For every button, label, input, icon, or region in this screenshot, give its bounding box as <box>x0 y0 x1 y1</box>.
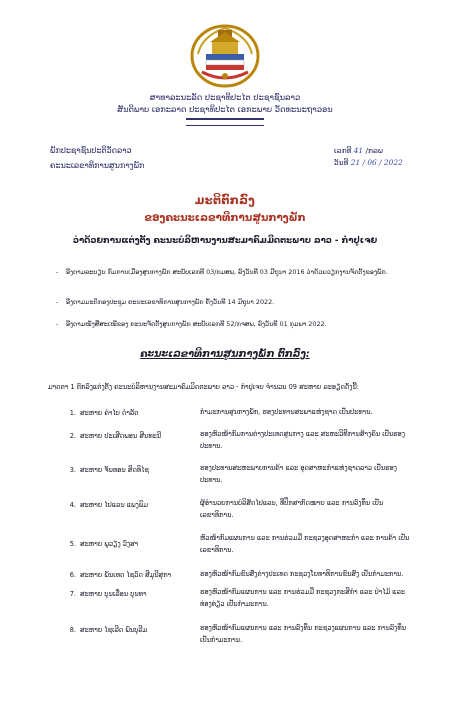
document-subtitle: ຂອງຄະນະເລຂາທິການສູນກາງພັກ <box>144 212 306 224</box>
member-name: 1. ສະຫາຍ ຄຳໄບ ດຳລັດ <box>69 409 139 417</box>
reference-item: - ອີງຕາມລະບຽບ ກົມການເມືອງສູນກາງພັກ ສະບັບເລກທີ 03/ກມສພ, ລົງວັນທີ 03 ມີຖຸນາ 2016 ວ່າດ້ວຍວຽກງານຈັດຕັ້ງຂອງພັກ. <box>56 268 388 276</box>
member-name: 7. ສະຫາຍ ບຸນເລື່ອນ ບຸນທາ <box>69 590 147 598</box>
member-role: ຮອງຫົວໜ້າກົມການຕ່າງປະເທດສູນກາງ ແລະ ສະຫະວິທີການສ້າງຄົນ ເປັນຮອງປະທານ. <box>200 430 406 450</box>
document-title: ມະຕິຕົກລົງ <box>194 193 256 207</box>
ornament-divider <box>186 118 264 126</box>
republic-name: ສາທາລະນະລັດ ປະຊາທິປະໄຕ ປະຊາຊົນລາວ <box>149 92 301 102</box>
national-motto: ສັນຕິພາບ ເອກະລາດ ປະຊາທິປະໄຕ ເອກະພາບ ວັດທະນະຖາວອນ <box>117 104 333 114</box>
member-role: ຮອງຫົວໜ້າກົມຂົນສົ່ງຕ່າງປະເທດ ກະຊວງໂຍທາທິການຂົນສົ່ງ ເປັນກຳມະການ. <box>200 570 404 578</box>
member-name: 6. ສະຫາຍ ພັນເທດ ໄຊວົດ ສີມຸນີສຸກາ <box>69 571 172 579</box>
reference-item: - ອີງຕາມໜັງສືສະເໜີຂອງ ຄະນະຈັດຕັ້ງສູນກາງພັກ ສະບັບເລກທີ 52/ກຈສພ, ລົງວັນທີ 01 ກຸມພາ 2022. <box>56 320 327 328</box>
article-1: ມາດຕາ 1 ຕົກລົງແຕ່ງຕັ້ງ ຄະນະບໍລິຫານງານສະມາຄົມມິດຕະພາບ ລາວ - ກຳປູເຈຍ ຈຳນວນ 09 ສະຫາຍ ລະອຽດດັ່ງນີ້: <box>48 383 360 391</box>
issuing-office: ຄະນະເລຂາທິການສູນກາງພັກ <box>50 161 145 170</box>
national-emblem <box>188 20 262 88</box>
member-role: ຮອງຫົວໜ້າກົມແຜນການ ແລະ ການຮ່ວມມື ກະຊວງກະສິກຳ ແລະ ປ່າໄມ້ ແລະ ທ່ອງທ່ຽວ ເປັນກຳມະການ. <box>200 588 406 608</box>
member-name: 4. ສະຫາຍ ໄປແລນ ແພງພິມ <box>69 501 148 509</box>
member-role: ຮອງປະທານສະຫະພາບການຄ້າ ແລະ ອຸດສາຫະກຳແຫ່ງຊາດລາວ ເປັນຮອງປະທານ. <box>200 464 397 484</box>
member-name: 3. ສະຫາຍ ຈັນທອນ ສິດທິໄຊ <box>69 466 149 474</box>
reference-item: - ອີງຕາມມະຕິກອງປະຊຸມ ຄະນະເລຂາທິການສູນກາງພັກ ຄັ້ງວັນທີ 14 ມິຖຸນາ 2022. <box>56 298 275 306</box>
member-role: ກຳມະການສູນກາງພັກ, ຮອງປະທານສະພາແຫ່ງຊາດ ເປັນປະທານ. <box>200 408 373 416</box>
member-role: ຮອງຫົວໜ້າກົມແຜນການ ແລະ ການລົງທຶນ ກະຊວງແຜນການ ແລະ ການລົງທຶນ ເປັນກຳມະການ. <box>200 624 407 644</box>
member-role: ຜູ້ອຳນວຍການບໍລິສັດໄປແລນ, ທີ່ປຶກສາກົດໝາຍ ແລະ ການລົງທຶນ ເປັນເລຂາທິການ. <box>200 499 384 519</box>
member-name: 8. ສະຫາຍ ໄຊເລີດ ພົນບຸລີມ <box>69 626 148 634</box>
document-subject: ວ່າດ້ວຍການແຕ່ງຕັ້ງ ຄະນະບໍລິຫານງານສະມາຄົມມິດຕະພາບ ລາວ - ກຳປູເຈຍ <box>72 236 378 246</box>
member-name: 2. ສະຫາຍ ປະເສີດພອນ ສີນທະນີ <box>69 432 162 440</box>
party-name: ພັກປະຊາຊົນປະຕິວັດລາວ <box>50 146 132 155</box>
document-date: ວັນທີ 21 / 06 / 2022 <box>334 158 403 167</box>
document-number: ເລກທີ 41 /ກລພ <box>334 146 383 155</box>
resolution-heading: ຄະນະເລຂາທິການສູນກາງພັກ ຕົກລົງ: <box>140 349 310 360</box>
member-role: ຫົວໜ້າກົມແຜນການ ແລະ ການຮ່ວມມື ກະຊວງອຸດສາຫະກຳ ແລະ ການຄ້າ ເປັນເລຂາທິການ. <box>200 534 410 554</box>
member-name: 5. ສະຫາຍ ພູວຽງ ວົງສາ <box>69 540 139 548</box>
